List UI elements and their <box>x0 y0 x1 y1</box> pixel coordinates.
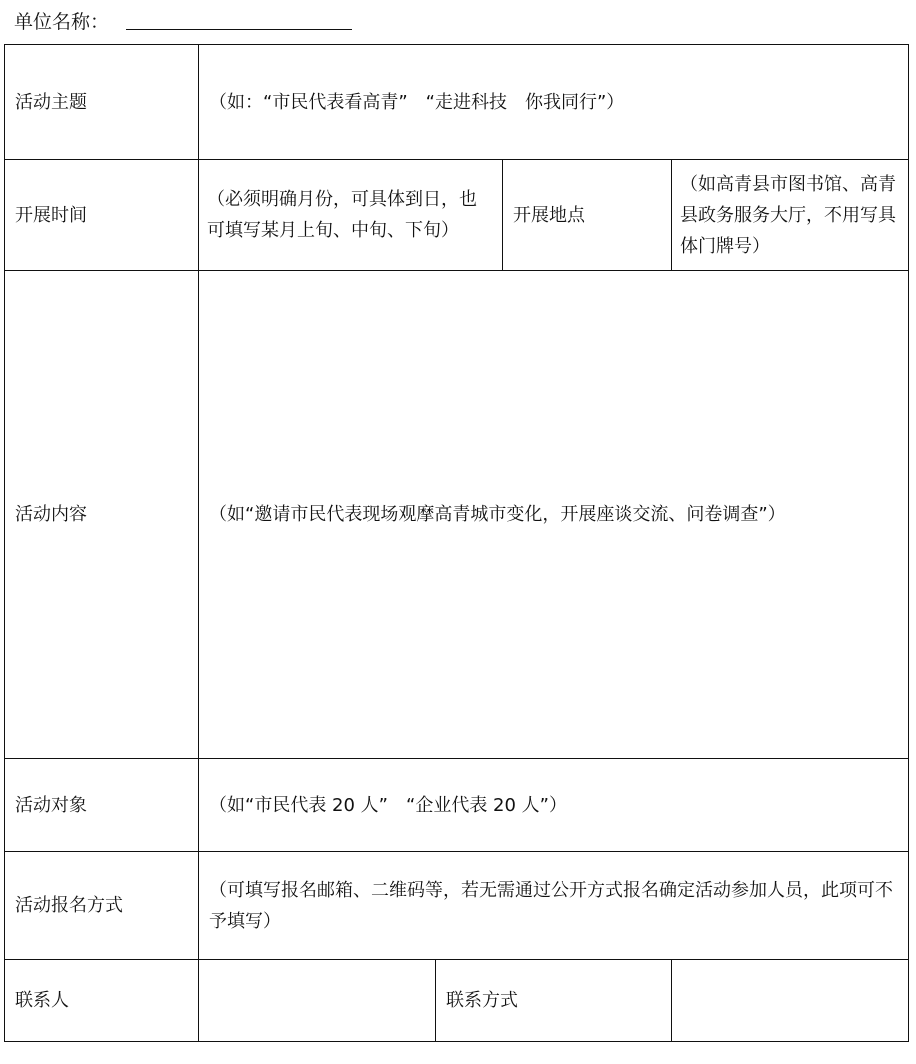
contact-method-label: 联系方式 <box>436 960 672 1042</box>
content-label: 活动内容 <box>5 271 199 759</box>
theme-label: 活动主题 <box>5 45 199 160</box>
contact-row <box>5 960 909 1042</box>
theme-field[interactable]: （如：“市民代表看高青” “走进科技 你我同行”） <box>199 45 909 160</box>
signup-label: 活动报名方式 <box>5 852 199 960</box>
unit-name-label: 单位名称： <box>14 10 110 33</box>
content-field[interactable]: （如“邀请市民代表现场观摩高青城市变化，开展座谈交流、问卷调查”） <box>199 271 909 759</box>
time-label: 开展时间 <box>5 160 199 271</box>
unit-name-field[interactable] <box>126 29 352 30</box>
audience-row <box>5 759 909 852</box>
signup-row <box>5 852 909 960</box>
audience-label: 活动对象 <box>5 759 199 852</box>
contact-method-field[interactable] <box>672 960 909 1042</box>
contact-label: 联系人 <box>5 960 199 1042</box>
audience-field[interactable]: （如“市民代表 20 人” “企业代表 20 人”） <box>199 759 909 852</box>
signup-field[interactable]: （可填写报名邮箱、二维码等，若无需通过公开方式报名确定活动参加人员，此项可不予填写） <box>199 852 909 960</box>
unit-name-row <box>14 4 109 36</box>
place-field[interactable]: （如高青县市图书馆、高青县政务服务大厅，不用写具体门牌号） <box>672 160 909 271</box>
time-place-row <box>5 160 909 271</box>
theme-row <box>5 45 909 160</box>
activity-form-table <box>4 44 909 1042</box>
place-label: 开展地点 <box>503 160 672 271</box>
contact-field[interactable] <box>199 960 436 1042</box>
content-row <box>5 271 909 759</box>
time-field[interactable]: （必须明确月份，可具体到日，也可填写某月上旬、中旬、下旬） <box>199 160 503 271</box>
